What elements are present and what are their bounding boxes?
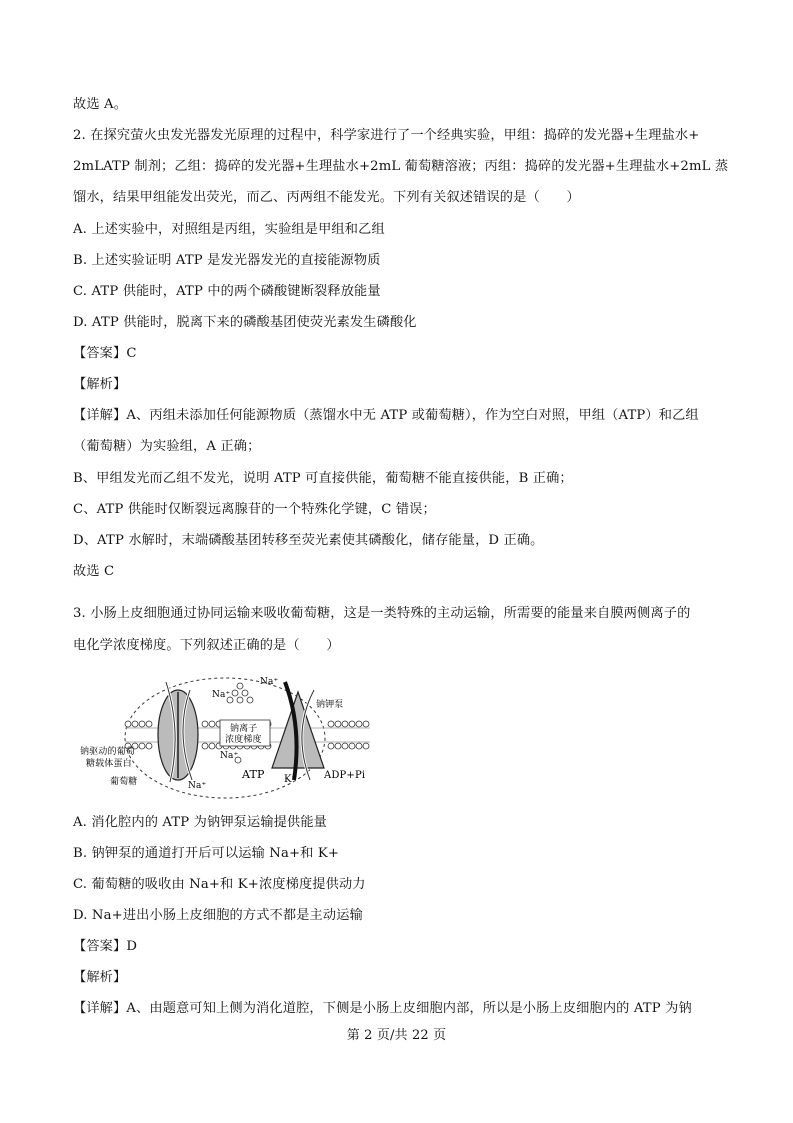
explanation-line: C、ATP 供能时仅断裂远离腺苷的一个特殊化学键，C 错误； [73,502,436,517]
option-b: B. 上述实验证明 ATP 是发光器发光的直接能源物质 [73,253,381,268]
text-line: 2mLATP 制剂；乙组：捣碎的发光器+生理盐水+2mL 葡萄糖溶液；丙组：捣碎的发光器+生理盐水+2mL 蒸 [73,159,729,174]
answer-label: 【答案】D [73,939,138,954]
explanation-line: 【详解】A、丙组未添加任何能源物质（蒸馏水中无 ATP 或葡萄糖），作为空白对照，甲组（ATP）和乙组 [73,408,699,423]
lipid-head [349,743,355,749]
na-label: Na⁺ [260,677,279,687]
lipid-head [356,743,362,749]
explanation-line: 【详解】A、由题意可知上侧为消化道腔，下侧是小肠上皮细胞内部，所以是小肠上皮细胞内的 ATP 为钠 [73,1001,692,1016]
gradient-label: 钠离子 [230,724,258,734]
lipid-head [349,721,355,727]
answer-label: 【答案】C [73,346,137,361]
lipid-head [202,743,208,749]
option-d: D. Na+进出小肠上皮细胞的方式不都是主动运输 [73,908,363,923]
explanation-line: （葡萄糖）为实验组，A 正确； [73,439,261,454]
option-b: B. 钠钾泵的通道打开后可以运输 Na+和 K+ [73,846,340,861]
lipid-head [139,743,145,749]
option-a: A. 上述实验中，对照组是丙组，实验组是甲组和乙组 [73,222,385,237]
membrane-transport-diagram [80,672,380,802]
pump-label: 钠钾泵 [316,700,344,710]
lipid-head [146,721,152,727]
lipid-head [335,721,341,727]
lipid-head [209,721,215,727]
gradient-label: 浓度梯度 [225,735,262,745]
lipid-head [342,721,348,727]
lipid-head [202,721,208,727]
lipid-head [209,743,215,749]
analysis-label: 【解析】 [73,970,127,985]
text-line: 电化学浓度梯度。下列叙述正确的是（ ） [73,638,340,653]
analysis-label: 【解析】 [73,377,127,392]
lipid-head [363,743,369,749]
carrier-label: 钠驱动的葡萄 [80,747,135,757]
lipid-head [356,721,362,727]
lipid-head [328,721,334,727]
question-3-stem: 3. 小肠上皮细胞通过协同运输来吸收葡萄糖，这是一类特殊的主动运输，所需要的能量来自膜两侧离子的 [73,606,691,621]
k-label: K⁺ [284,774,298,785]
text-line: 馏水，结果甲组能发出荧光，而乙、丙两组不能发光。下列有关叙述错误的是（ ） [73,190,580,205]
lipid-head [342,743,348,749]
adp-label: ADP+Pi [324,770,366,781]
explanation-line: D、ATP 水解时，末端磷酸基团转移至荧光素使其磷酸化，储存能量，D 正确。 [73,533,544,548]
option-c: C. 葡萄糖的吸收由 Na+和 K+浓度梯度提供动力 [73,877,366,892]
option-a: A. 消化腔内的 ATP 为钠钾泵运输提供能量 [73,815,328,830]
na-label: Na⁺ [220,751,239,761]
lipid-head [146,743,152,749]
option-d: D. ATP 供能时，脱离下来的磷酸基团使荧光素发生磷酸化 [73,315,417,330]
lipid-head [363,721,369,727]
atp-label: ATP [242,768,265,781]
lipid-head [335,743,341,749]
page-footer: 第 2 页/共 22 页 [346,1028,447,1043]
explanation-line: B、甲组发光而乙组不发光，说明 ATP 可直接供能，葡萄糖不能直接供能，B 正确； [73,471,573,486]
option-c: C. ATP 供能时，ATP 中的两个磷酸键断裂释放能量 [73,284,381,299]
question-2-stem: 2. 在探究萤火虫发光器发光原理的过程中，科学家进行了一个经典实验，甲组：捣碎的发光器+生理盐水+ [73,128,700,143]
na-label: Na⁺ [188,781,207,791]
glucose-label: 葡萄糖 [110,777,138,787]
na-label: Na⁺ [212,690,231,700]
text-line: 故选 A。 [73,97,128,112]
carrier-label: 糖载体蛋白 [86,759,132,769]
lipid-head [328,743,334,749]
lipid-head [132,721,138,727]
lipid-head [125,721,131,727]
lipid-head [139,721,145,727]
text-line: 故选 C [73,564,115,579]
